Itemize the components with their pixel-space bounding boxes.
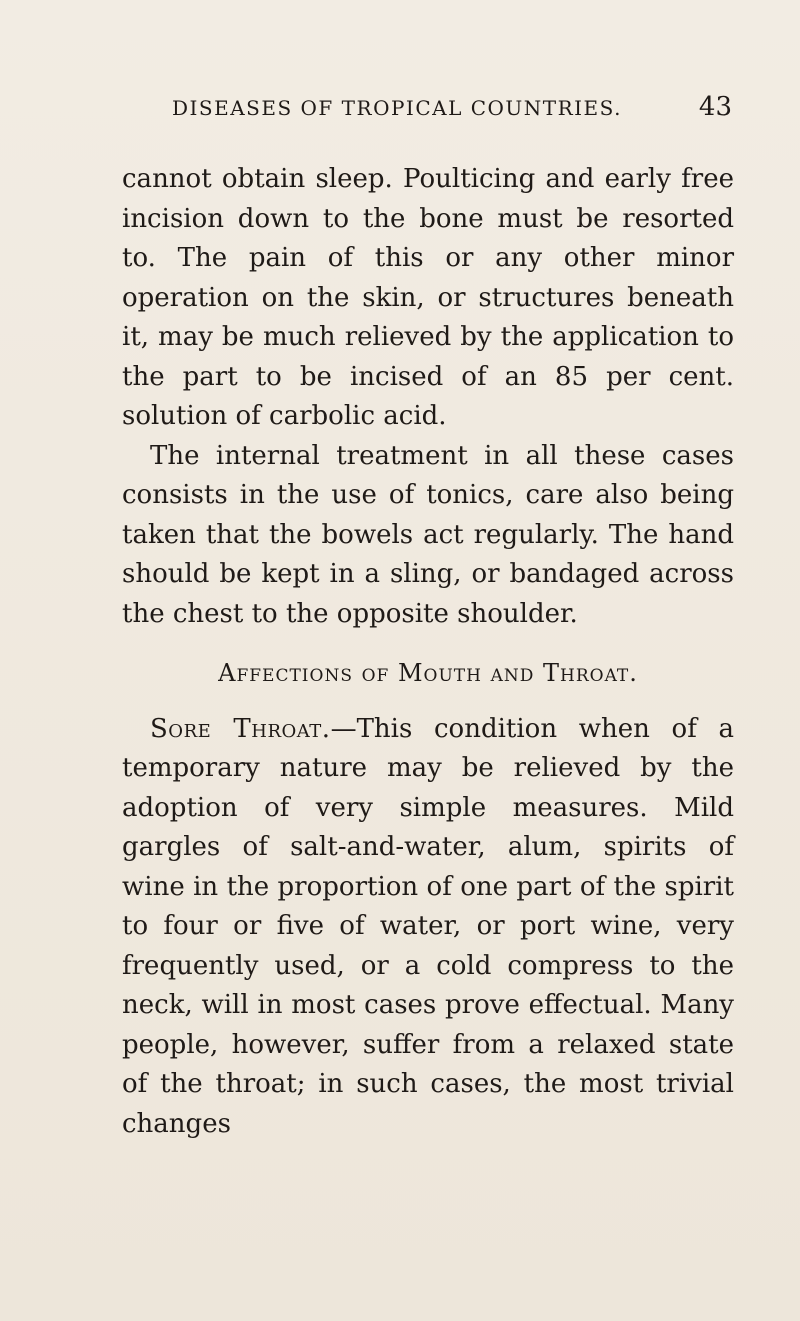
- running-head-title: DISEASES OF TROPICAL COUNTRIES.: [172, 96, 623, 120]
- section-heading: Affections of Mouth and Throat.: [218, 659, 638, 687]
- page-header: [172, 92, 732, 128]
- runin-heading: Sore Throat.: [150, 713, 331, 744]
- paragraph-1: cannot obtain sleep. Poulticing and early free incision down to the bone must be resorted to. The pain of this or any other minor operation on the skin, or structures beneath it, may be much relieved by the application to the part to be incised of an 85 per cent. solution of carbolic acid.: [122, 164, 734, 431]
- paragraph-2: The internal treatment in all these cases consists in the use of tonics, care also being taken that the bowels act regularly. The hand should be kept in a sling, or bandaged across the chest to the opposite shoulder.: [122, 440, 734, 629]
- paragraph-3-text: —This condition when of a temporary nature may be relieved by the adoption of very simple measures. Mild gargles of salt-and-water, alum, spirits of wine in the proportion of one part of the spirit to four or five of water, or port wine, very frequently used, or a cold compress to the neck, will in most cases prove effectual. Many people, however, suffer from a relaxed state of the throat; in such cases, the most trivial changes: [122, 713, 734, 1139]
- paragraph-3: [122, 710, 734, 1145]
- body-text: [122, 160, 734, 1144]
- page-number: 43: [698, 92, 732, 122]
